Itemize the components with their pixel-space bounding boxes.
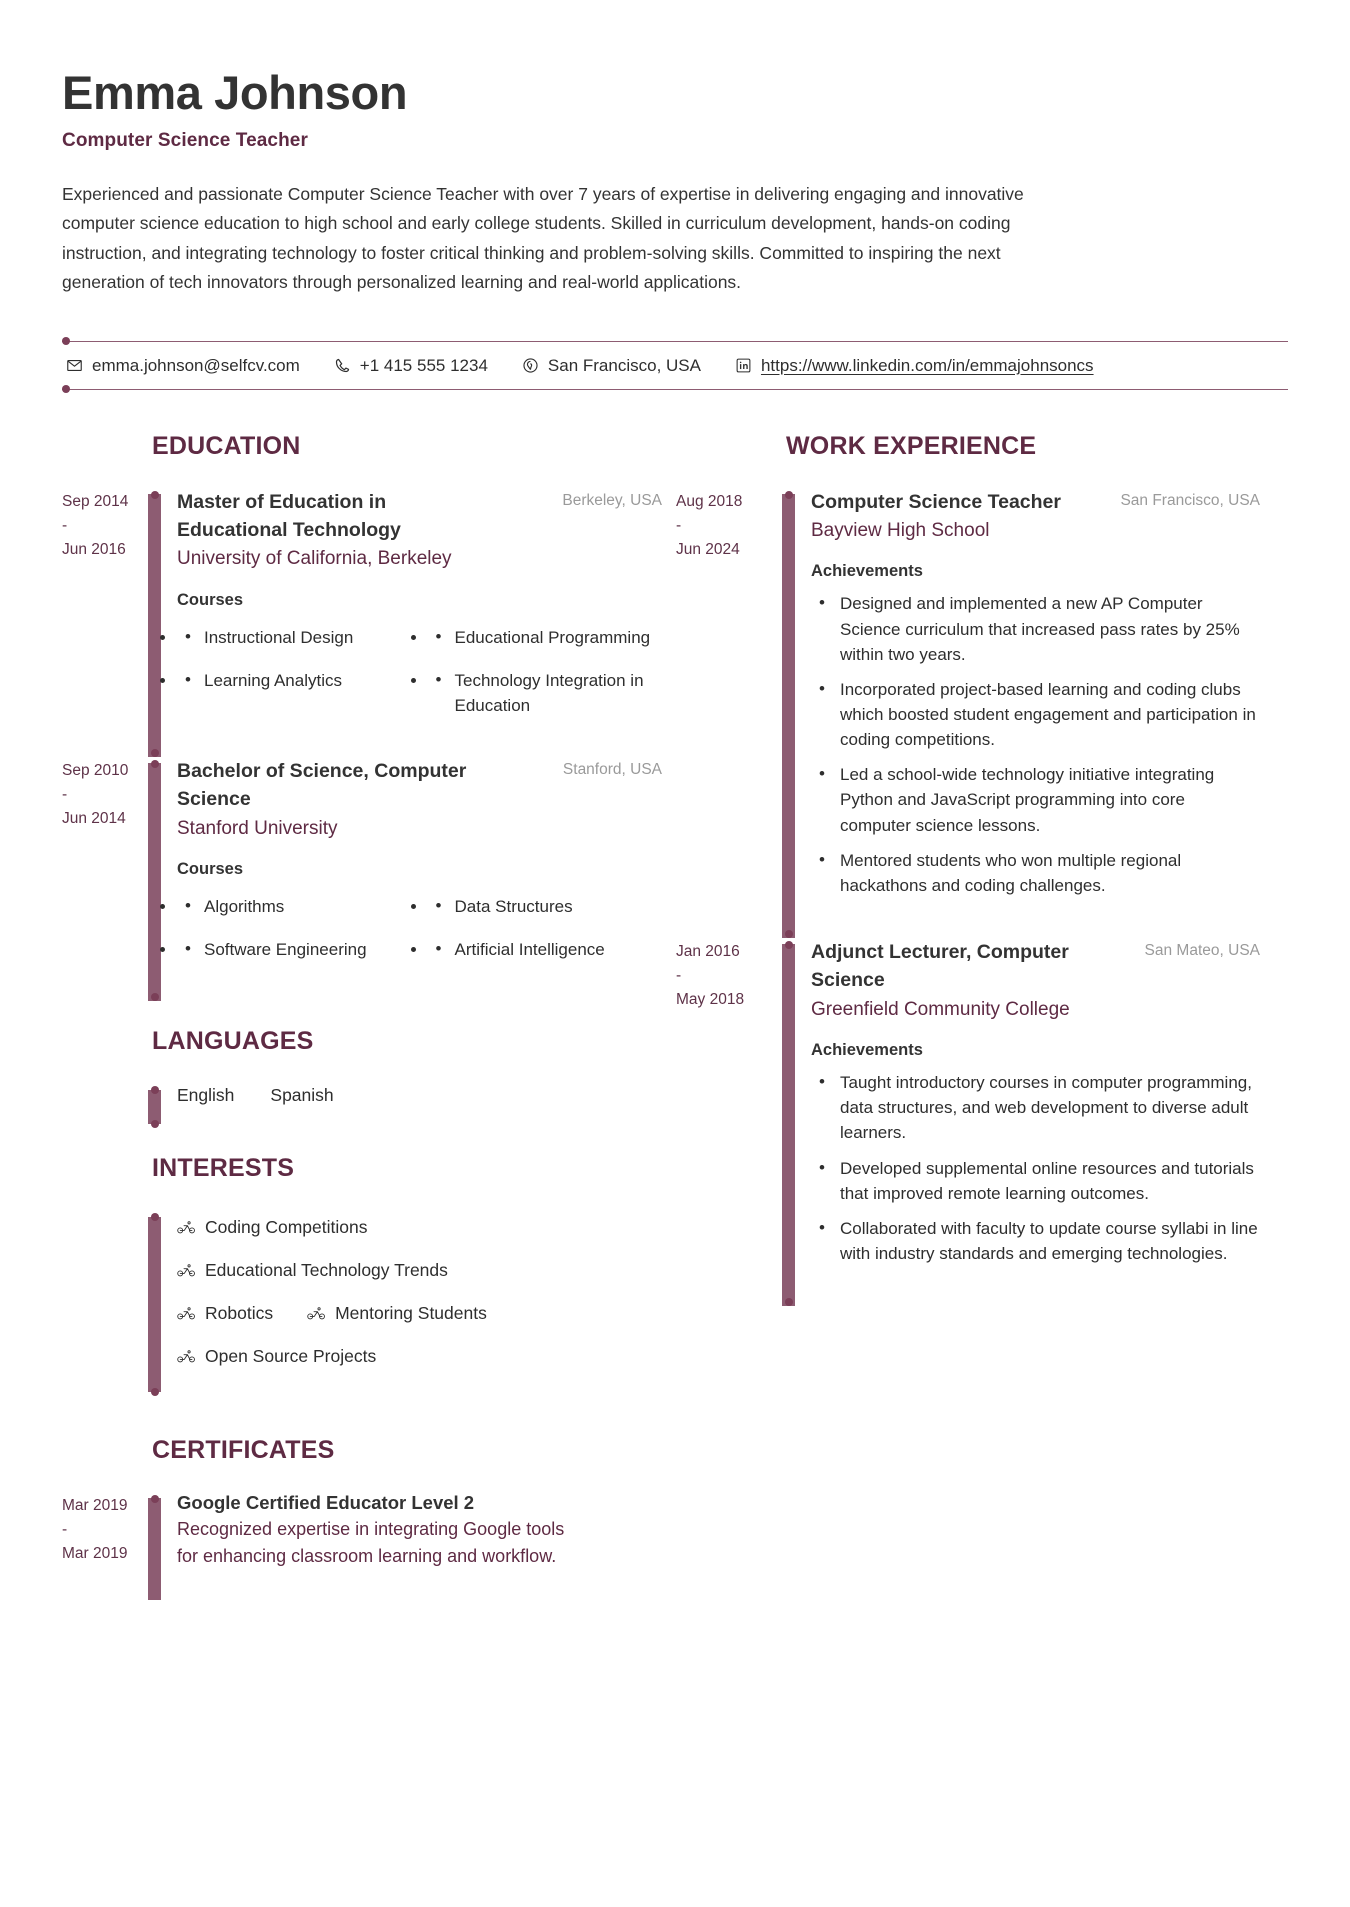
education-location: Stanford, USA xyxy=(562,761,662,779)
left-column xyxy=(62,432,662,1601)
work-location: San Francisco, USA xyxy=(1120,491,1260,509)
date-end: Jun 2024 xyxy=(676,540,740,558)
education-entry xyxy=(62,757,662,1001)
courses-label: Courses xyxy=(177,860,244,879)
work-company: Bayview High School xyxy=(811,519,990,541)
education-body xyxy=(161,757,662,1001)
work-location: San Mateo, USA xyxy=(1144,942,1260,960)
timeline-dot-bottom xyxy=(785,1298,793,1306)
interest-label: Coding Competitions xyxy=(205,1217,368,1238)
spacer xyxy=(62,1001,662,1027)
timeline-dot-top xyxy=(151,1086,159,1094)
certificate-entry xyxy=(62,1492,662,1600)
timeline-line xyxy=(782,944,795,1306)
timeline-dot-top xyxy=(151,1495,159,1503)
achievement-item: • Mentored students who won multiple regional hackathons and coding challenges. xyxy=(811,848,1260,898)
education-head xyxy=(177,488,662,545)
timeline-rail xyxy=(148,488,161,758)
work-entry xyxy=(676,938,1260,1306)
work-body xyxy=(795,488,1260,938)
work-job-title: Adjunct Lecturer, Computer Science xyxy=(811,941,1069,992)
linkedin-icon xyxy=(735,357,752,374)
languages-body xyxy=(161,1083,662,1128)
contact-phone-text: +1 415 555 1234 xyxy=(359,355,488,375)
envelope-icon xyxy=(66,357,83,374)
contact-email-text: emma.johnson@selfcv.com xyxy=(92,355,300,375)
date-end: Jun 2014 xyxy=(62,810,126,828)
achievements-list xyxy=(811,591,1260,898)
contact-linkedin[interactable] xyxy=(735,356,1094,376)
timeline-rail xyxy=(148,1210,161,1396)
course-item: • • Instructional Design xyxy=(177,625,412,650)
language-item: English xyxy=(177,1085,235,1106)
course-item: • • Technology Integration in Education xyxy=(428,668,663,718)
education-dates xyxy=(62,757,148,1001)
date-start: Aug 2018 xyxy=(676,492,743,510)
achievement-item: • Designed and implemented a new AP Computer Science curriculum that increased pass rates by 25% within two years. xyxy=(811,591,1260,666)
contact-location xyxy=(522,356,701,376)
timeline-dot-top xyxy=(151,1213,159,1221)
timeline-dot-bottom xyxy=(151,1120,159,1128)
achievement-item: • Collaborated with faculty to update course syllabi in line with industry standards and emerging technologies. xyxy=(811,1216,1260,1266)
date-start: Sep 2010 xyxy=(62,762,129,780)
achievements-list xyxy=(811,1070,1260,1266)
divider-bottom xyxy=(62,389,1288,390)
date-dash: - xyxy=(62,516,68,534)
timeline-rail xyxy=(148,1492,161,1600)
divider-top xyxy=(62,341,1288,342)
resume-header xyxy=(62,66,1288,298)
timeline-line xyxy=(148,1090,161,1124)
section-title-certificates: CERTIFICATES xyxy=(152,1436,335,1465)
certificate-title: Google Certified Educator Level 2 xyxy=(177,1492,475,1514)
timeline-rail xyxy=(782,938,795,1306)
timeline-line xyxy=(148,1217,161,1392)
interest-item xyxy=(177,1210,607,1245)
timeline-dot-bottom xyxy=(151,749,159,757)
language-item: Spanish xyxy=(270,1085,334,1106)
interests-entry xyxy=(62,1210,662,1396)
education-degree: Master of Education in Educational Technology xyxy=(177,490,401,541)
dates-spacer xyxy=(62,1083,148,1128)
education-head xyxy=(177,757,662,814)
interest-label: Mentoring Students xyxy=(335,1303,487,1324)
work-entry xyxy=(676,488,1260,938)
achievement-item: • Incorporated project-based learning and coding clubs which boosted student engagement and participation in coding competitions. xyxy=(811,677,1260,752)
course-item: • • Algorithms xyxy=(177,894,412,919)
course-item: • • Educational Programming xyxy=(428,625,663,650)
languages-entry xyxy=(62,1083,662,1128)
certificate-body xyxy=(161,1492,662,1600)
contact-linkedin-text[interactable]: https://www.linkedin.com/in/emmajohnsoncs xyxy=(760,355,1094,375)
course-item: • • Data Structures xyxy=(428,894,663,919)
contact-email[interactable] xyxy=(66,356,300,376)
timeline-rail xyxy=(148,1083,161,1128)
course-item: • • Software Engineering xyxy=(177,937,412,962)
achievements-label: Achievements xyxy=(811,1041,923,1060)
spacer xyxy=(62,1128,662,1154)
date-end: Mar 2019 xyxy=(62,1545,128,1563)
timeline-rail xyxy=(148,757,161,1001)
education-dates xyxy=(62,488,148,758)
work-job-title: Computer Science Teacher xyxy=(811,490,1061,513)
timeline-line xyxy=(782,494,795,938)
section-title-interests: INTERESTS xyxy=(152,1154,295,1183)
timeline-line xyxy=(148,763,161,1001)
timeline-line xyxy=(148,1498,161,1600)
languages-list xyxy=(177,1083,662,1106)
contact-band xyxy=(62,324,1288,406)
interest-label: Educational Technology Trends xyxy=(205,1260,448,1281)
bicycle-icon xyxy=(177,1263,196,1278)
spacer xyxy=(62,1396,662,1436)
education-entry xyxy=(62,488,662,758)
timeline-dot-top xyxy=(785,941,793,949)
work-head xyxy=(811,488,1260,516)
timeline-dot-top xyxy=(151,491,159,499)
date-start: Jan 2016 xyxy=(676,943,740,961)
date-dash: - xyxy=(676,516,682,534)
achievements-label: Achievements xyxy=(811,562,923,581)
resume-body xyxy=(62,432,1288,1601)
bicycle-icon xyxy=(177,1306,196,1321)
contact-phone[interactable] xyxy=(334,356,488,376)
timeline-dot-bottom xyxy=(151,993,159,1001)
section-title-work: WORK EXPERIENCE xyxy=(786,431,1037,460)
bicycle-icon xyxy=(177,1349,196,1364)
timeline-dot-top xyxy=(785,491,793,499)
work-body xyxy=(795,938,1260,1306)
interest-item xyxy=(177,1296,273,1331)
date-dash: - xyxy=(676,967,682,985)
work-company: Greenfield Community College xyxy=(811,998,1070,1020)
page-title: Emma Johnson xyxy=(62,66,408,119)
course-item: • • Artificial Intelligence xyxy=(428,937,663,962)
interests-body xyxy=(161,1210,662,1396)
courses-label: Courses xyxy=(177,590,244,609)
education-school: University of California, Berkeley xyxy=(177,548,452,570)
work-dates xyxy=(676,488,782,938)
bicycle-icon xyxy=(307,1306,326,1321)
timeline-dot-top xyxy=(151,760,159,768)
date-start: Mar 2019 xyxy=(62,1497,128,1515)
interest-label: Open Source Projects xyxy=(205,1346,377,1367)
interests-list xyxy=(177,1210,607,1374)
courses-list xyxy=(177,885,662,971)
dates-spacer xyxy=(62,1210,148,1396)
bicycle-icon xyxy=(177,1220,196,1235)
phone-icon xyxy=(334,357,351,374)
interest-item xyxy=(177,1253,607,1288)
date-dash: - xyxy=(62,786,68,804)
course-item: • • Learning Analytics xyxy=(177,668,412,718)
section-title-languages: LANGUAGES xyxy=(152,1027,314,1056)
contact-location-text: San Francisco, USA xyxy=(547,355,701,375)
timeline-dot-bottom xyxy=(151,1388,159,1396)
work-head xyxy=(811,938,1260,995)
achievement-item: • Led a school-wide technology initiative integrating Python and JavaScript programming into core computer science lessons. xyxy=(811,762,1260,837)
achievement-item: • Taught introductory courses in computer programming, data structures, and web development to diverse adult learners. xyxy=(811,1070,1260,1145)
section-title-education: EDUCATION xyxy=(152,431,301,460)
contact-row xyxy=(62,342,1288,389)
timeline-dot-bottom xyxy=(785,930,793,938)
date-dash: - xyxy=(62,1521,68,1539)
work-dates xyxy=(676,938,782,1306)
interest-item xyxy=(177,1339,607,1374)
education-body xyxy=(161,488,662,758)
certificate-dates xyxy=(62,1492,148,1600)
education-school: Stanford University xyxy=(177,817,338,839)
timeline-rail xyxy=(782,488,795,938)
achievement-item: • Developed supplemental online resources and tutorials that improved remote learning outcomes. xyxy=(811,1156,1260,1206)
professional-summary: Experienced and passionate Computer Science Teacher with over 7 years of expertise in delivering engaging and innovative computer science education to high school and early college students. Skilled in curriculum development, hands-on coding instruction, and integrating technology to foster critical thinking and problem-solving skills. Committed to inspiring the next generation of tech innovators through personalized learning and real-world applications. xyxy=(62,184,1024,293)
date-end: Jun 2016 xyxy=(62,540,126,558)
interest-item xyxy=(307,1296,487,1331)
date-end: May 2018 xyxy=(676,991,745,1009)
interest-label: Robotics xyxy=(205,1303,274,1324)
date-start: Sep 2014 xyxy=(62,492,129,510)
right-column xyxy=(662,432,1260,1307)
location-pin-icon xyxy=(522,357,539,374)
courses-list xyxy=(177,616,662,727)
job-title: Computer Science Teacher xyxy=(62,130,308,152)
education-location: Berkeley, USA xyxy=(562,491,662,509)
education-degree: Bachelor of Science, Computer Science xyxy=(177,760,467,811)
certificate-description: Recognized expertise in integrating Google tools for enhancing classroom learning and workflow. xyxy=(177,1519,565,1567)
